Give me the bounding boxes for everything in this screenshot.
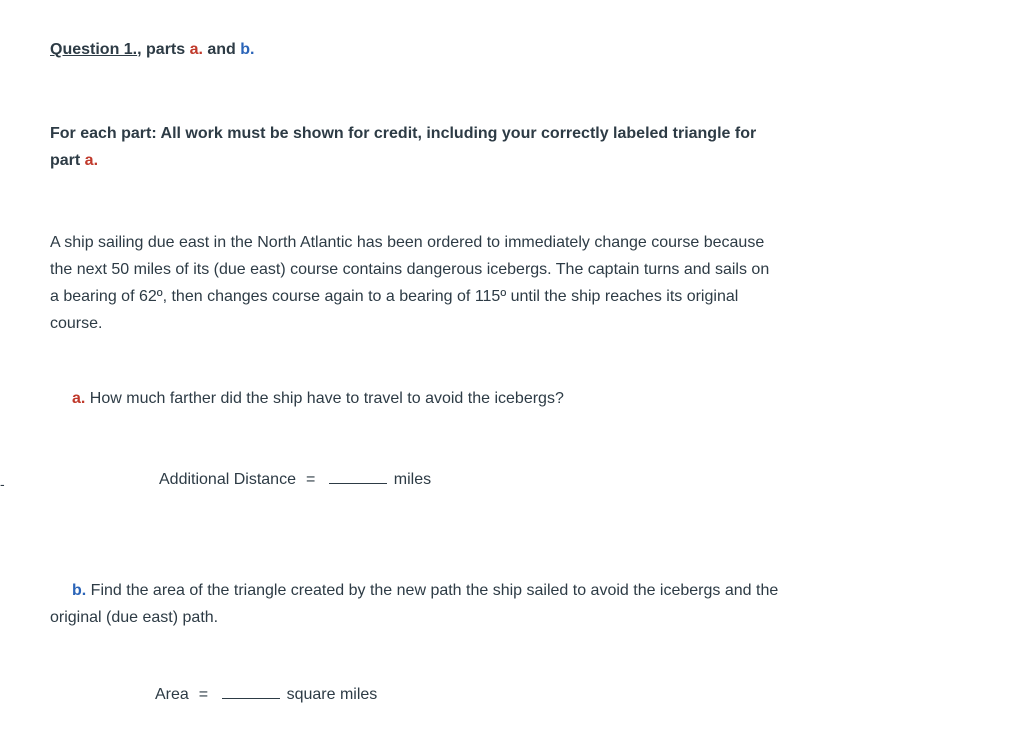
- answer-b-unit: square miles: [286, 686, 378, 703]
- problem-statement: A ship sailing due east in the North Atlantic has been ordered to immediately change course because the next 50 miles of its (due east) course contains dangerous icebergs. The captain turns and sails on a bearing of 62º, then changes course again to a bearing of 115º until the ship reaches its original course.: [50, 234, 770, 332]
- question-heading: [50, 41, 255, 59]
- question-title: Question 1.: [50, 41, 138, 58]
- heading-part-b: b.: [240, 41, 255, 58]
- part-b-question: [50, 577, 780, 631]
- answer-b-line: [155, 686, 377, 704]
- heading-sep: , parts: [137, 41, 190, 58]
- answer-a-equals: =: [305, 471, 316, 488]
- part-a-label: a.: [72, 390, 86, 407]
- part-b-text: Find the area of the triangle created by the new path the ship sailed to avoid the icebergs and the original (due east) path.: [50, 582, 779, 626]
- answer-b-blank[interactable]: [222, 686, 280, 699]
- answer-a-blank[interactable]: [329, 471, 387, 484]
- instructions: [50, 120, 780, 174]
- instructions-text: For each part: All work must be shown for credit, including your correctly labeled triangle for part: [50, 125, 757, 169]
- answer-a-unit: miles: [393, 471, 432, 488]
- heading-part-a: a.: [189, 41, 203, 58]
- part-a-text: How much farther did the ship have to travel to avoid the icebergs?: [89, 390, 564, 407]
- answer-a-line: [159, 471, 431, 489]
- heading-and: and: [202, 41, 241, 58]
- instructions-part-a: a.: [84, 152, 99, 169]
- margin-dash: -: [0, 476, 5, 492]
- part-b-label: b.: [72, 582, 87, 599]
- part-a-question: [72, 390, 564, 408]
- answer-b-equals: =: [198, 686, 209, 703]
- answer-b-label: Area: [155, 686, 189, 703]
- answer-a-label: Additional Distance: [159, 471, 296, 488]
